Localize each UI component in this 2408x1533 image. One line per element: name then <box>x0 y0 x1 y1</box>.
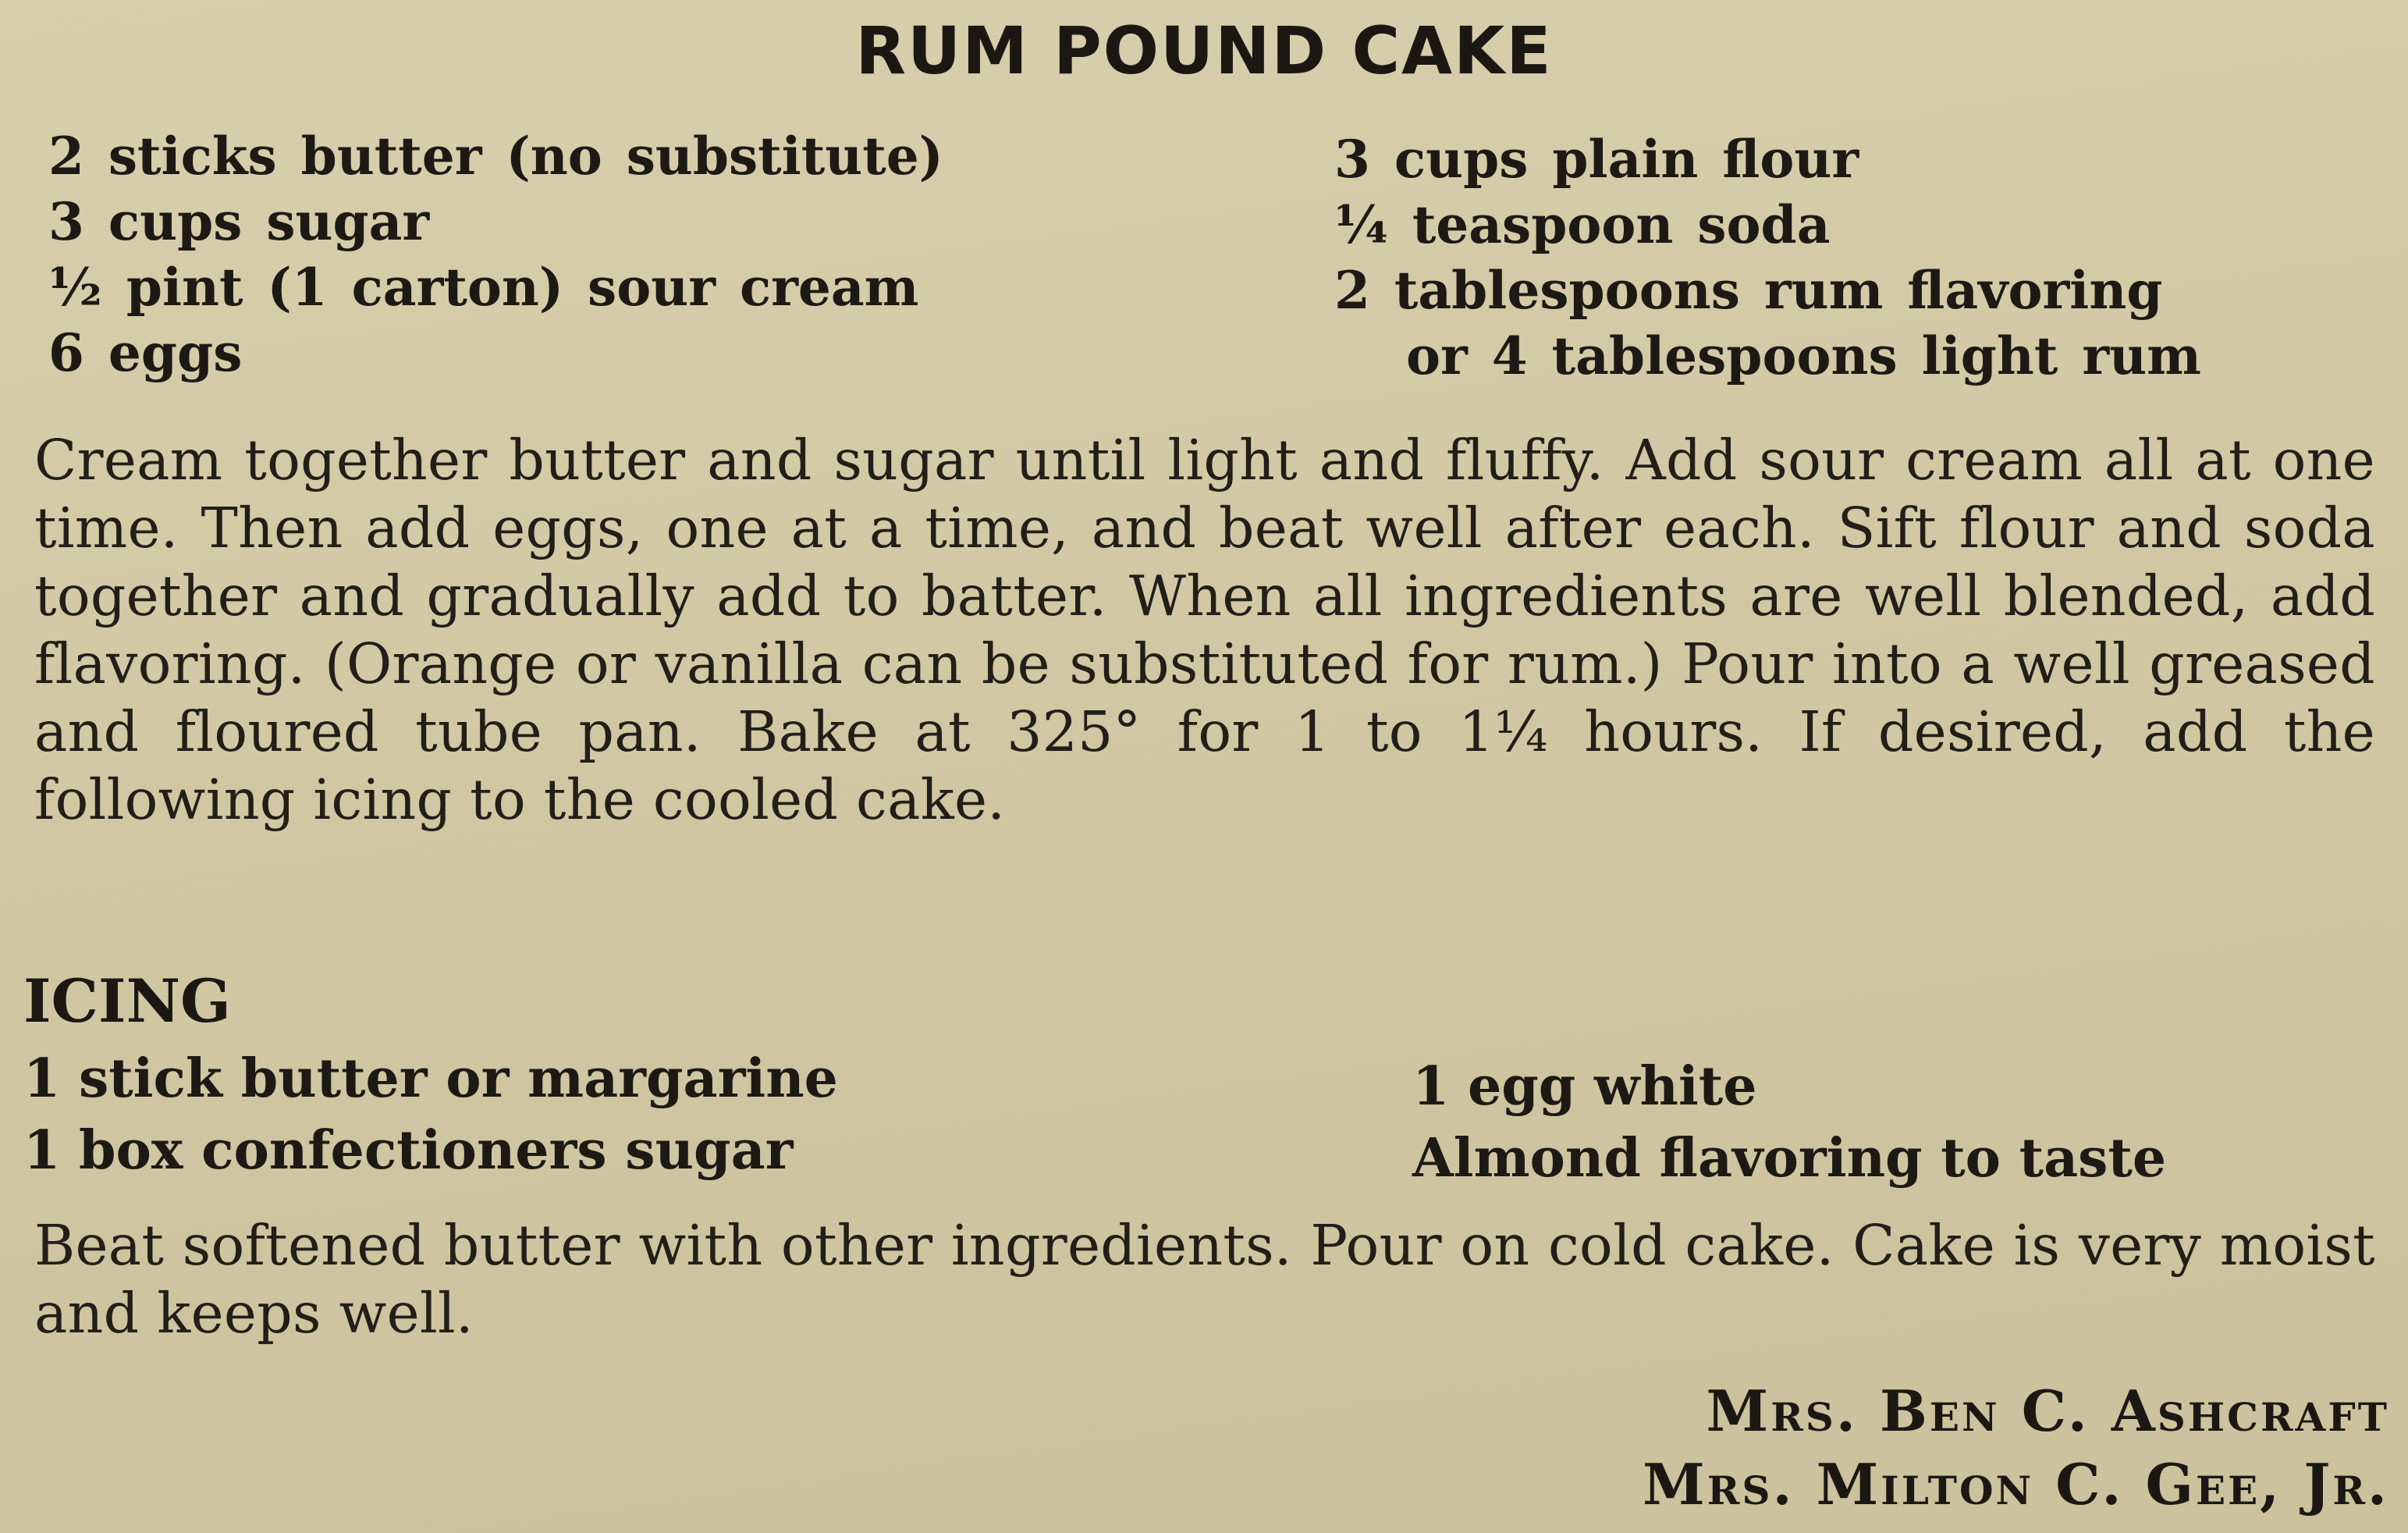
recipe-title: RUM POUND CAKE <box>855 12 1553 89</box>
icing-ingredients-right-column <box>1412 1051 2166 1194</box>
ingredient-item: 3 cups plain flour <box>1334 129 1859 190</box>
ingredient-item: ½ pint (1 carton) sour cream <box>48 257 919 318</box>
icing-ingredient-item: 1 stick butter or margarine <box>23 1047 838 1110</box>
ingredient-item: 6 eggs <box>48 322 243 383</box>
ingredient-item: 2 tablespoons rum flavoring <box>1334 260 2163 321</box>
ingredients-right-column <box>1334 126 2201 389</box>
icing-heading: ICING <box>23 966 231 1036</box>
ingredient-item: ¼ teaspoon soda <box>1334 194 1831 255</box>
ingredients-left-column <box>48 123 943 386</box>
icing-ingredient-item: Almond flavoring to taste <box>1412 1127 2167 1190</box>
recipe-directions: Cream together butter and sugar until light and fluffy. Add sour cream all at one time. Then add eggs, one at a time, and beat well after each. Sift flour and soda together and gradually add to batter. When all ingredients are well blended, add flavoring. (Orange or vanilla can be substituted for rum.) Pour into a well greased and floured tube pan. Bake at 325° for 1 to 1¼ hours. If desired, add the following icing to the cooled cake. <box>34 428 2375 832</box>
icing-ingredients-left-column <box>23 1043 838 1186</box>
icing-ingredient-item: 1 egg white <box>1412 1055 1757 1118</box>
icing-directions: Beat softened butter with other ingredients. Pour on cold cake. Cake is very moist and keeps well. <box>34 1213 2375 1346</box>
ingredient-item: 3 cups sugar <box>48 191 430 252</box>
icing-ingredient-item: 1 box confectioners sugar <box>23 1119 794 1182</box>
contributor-name: Mrs. Ben C. Ashcraft <box>1706 1378 2389 1444</box>
ingredient-item: or 4 tablespoons light rum <box>1406 325 2201 386</box>
contributor-name: Mrs. Milton C. Gee, Jr. <box>1643 1451 2389 1517</box>
ingredient-item: 2 sticks butter (no substitute) <box>48 126 943 187</box>
